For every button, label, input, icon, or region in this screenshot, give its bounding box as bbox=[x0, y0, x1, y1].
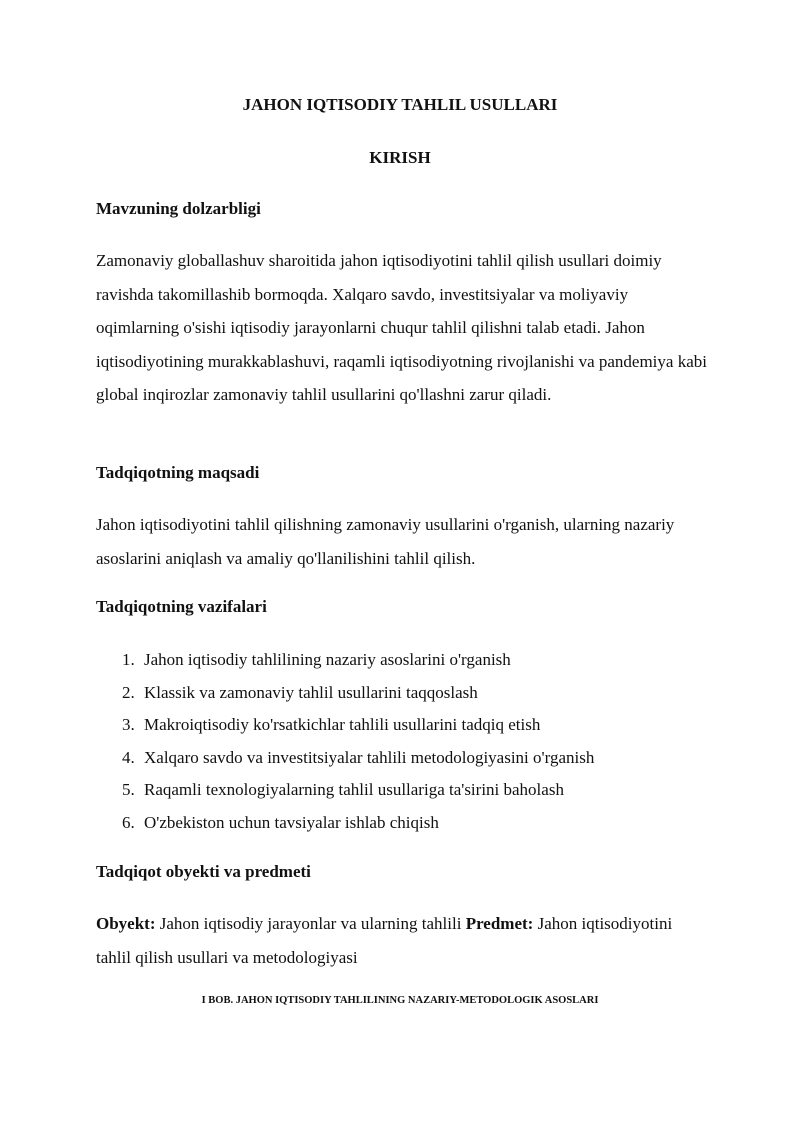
list-item-text: Raqamli texnologiyalarning tahlil usullariga ta'sirini baholash bbox=[144, 780, 564, 800]
list-item-text: Klassik va zamonaviy tahlil usullarini taqqoslash bbox=[144, 682, 478, 702]
section-heading-tasks: Tadqiqotning vazifalari bbox=[96, 597, 267, 616]
relevance-paragraph: Zamonaviy globallashuv sharoitida jahon iqtisodiyotini tahlil qilish usullari doimiy ravishda takomillashib bormoqda. Xalqaro savdo, investitsiyalar va moliyaviy oqimlarning o'sishi iqtisodiy jarayonlarni chuqur tahlil qilishni talab etadi. Jahon iqtisodiyotining murakkablashuvi, raqamli iqtisodiyotning rivojlanishi va pandemiya kabi global inqirozlar zamonaviy tahlil usullarini qo'llashni zarur qiladi. bbox=[96, 251, 707, 404]
tasks-list bbox=[96, 644, 594, 840]
list-item-number: 1. bbox=[122, 650, 135, 669]
object-subject-paragraph bbox=[96, 907, 711, 974]
subject-text: Jahon iqtisodiyotini tahlil qilish usullari va metodologiyasi bbox=[96, 914, 673, 967]
section-heading-object-subject: Tadqiqot obyekti va predmeti bbox=[96, 862, 311, 881]
section-heading-relevance: Mavzuning dolzarbligi bbox=[96, 199, 261, 218]
list-item-text: O'zbekiston uchun tavsiyalar ishlab chiqish bbox=[144, 812, 439, 832]
document-title: JAHON IQTISODIY TAHLIL USULLARI bbox=[242, 95, 558, 114]
list-item-number: 2. bbox=[122, 682, 135, 702]
object-label: Obyekt: bbox=[96, 914, 156, 933]
list-item bbox=[96, 709, 594, 742]
list-item-text: Jahon iqtisodiy tahlilining nazariy asoslarini o'rganish bbox=[144, 650, 511, 669]
object-text: Jahon iqtisodiy jarayonlar va ularning tahlili bbox=[155, 914, 466, 933]
list-item-number: 5. bbox=[122, 780, 135, 800]
goal-paragraph: Jahon iqtisodiyotini tahlil qilishning zamonaviy usullarini o'rganish, ularning nazariy asoslarini aniqlash va amaliy qo'llanilishini tahlil qilish. bbox=[96, 515, 675, 568]
section-heading-goal: Tadqiqotning maqsadi bbox=[96, 463, 260, 482]
list-item bbox=[96, 774, 594, 807]
list-item-text: Makroiqtisodiy ko'rsatkichlar tahlili usullarini tadqiq etish bbox=[144, 715, 541, 735]
list-item-text: Xalqaro savdo va investitsiyalar tahlili metodologiyasini o'rganish bbox=[144, 747, 595, 767]
list-item bbox=[96, 807, 594, 840]
list-item-number: 6. bbox=[122, 812, 135, 832]
list-item bbox=[96, 742, 594, 775]
list-item bbox=[96, 644, 594, 677]
subject-label: Predmet: bbox=[465, 914, 534, 933]
list-item-number: 3. bbox=[122, 715, 135, 735]
list-item bbox=[96, 677, 594, 710]
next-chapter-heading: I BOB. JAHON IQTISODIY TAHLILINING NAZARIY-METODOLOGIK ASOSLARI bbox=[201, 995, 599, 1006]
list-item-number: 4. bbox=[122, 747, 135, 767]
introduction-heading: KIRISH bbox=[369, 148, 431, 167]
